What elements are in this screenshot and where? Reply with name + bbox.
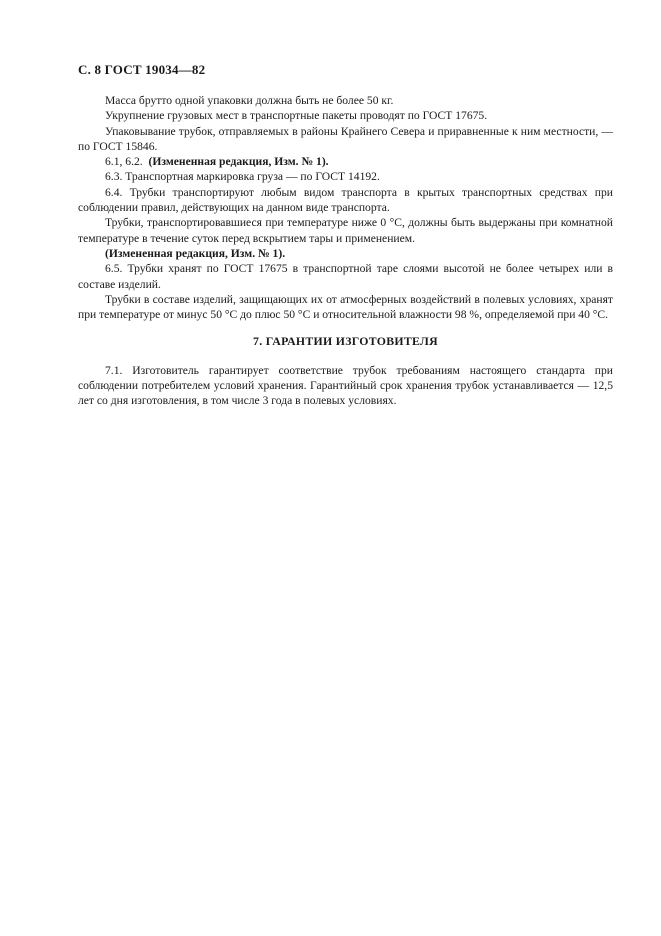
paragraph-low-temperature: Трубки, транспортировавшиеся при температуре ниже 0 °С, должны быть выдержаны при комнатной температуре в течение суток перед вскрытием тары и применением.: [78, 216, 613, 245]
paragraph-6-5: 6.5. Трубки хранят по ГОСТ 17675 в транспортной таре слоями высотой не более четырех или в составе изделий.: [78, 262, 613, 291]
paragraph-cargo-packets: Укрупнение грузовых мест в транспортные пакеты проводят по ГОСТ 17675.: [105, 109, 488, 123]
paragraph-far-north-packing: Упаковывание трубок, отправляемых в районы Крайнего Севера и приравненные к ним местности, — по ГОСТ 15846.: [78, 124, 613, 153]
paragraph-gross-mass: Масса брутто одной упаковки должна быть не более 50 кг.: [105, 94, 394, 107]
document-body: [78, 93, 613, 409]
paragraph-amendment-note: [78, 246, 613, 261]
paragraph-7-1: 7.1. Изготовитель гарантирует соответствие трубок требованиям настоящего стандарта при соблюдении потребителем условий хранения. Гарантийный срок хранения трубок устанавливается — 12,5 лет со дня изготовления, в том числе 3 года в полевых условиях.: [78, 363, 613, 408]
paragraph-6-3: 6.3. Транспортная маркировка груза — по ГОСТ 14192.: [105, 170, 380, 184]
amendment-note: (Измененная редакция, Изм. № 1).: [148, 155, 329, 169]
paragraph-storage-in-products: Трубки в составе изделий, защищающих их от атмосферных воздействий в полевых условиях, хранят при температуре от минус 50 °С до плюс 50 °С и относительной влажности 98 %, определяемой при 40 °С.: [78, 292, 613, 322]
paragraph-6-1-6-2: [78, 154, 613, 169]
page-header: С. 8 ГОСТ 19034—82: [78, 62, 206, 77]
amendment-note: (Измененная редакция, Изм. № 1).: [105, 246, 286, 260]
section-title-warranty: 7. ГАРАНТИИ ИЗГОТОВИТЕЛЯ: [253, 334, 438, 349]
paragraph-6-4: 6.4. Трубки транспортируют любым видом транспорта в крытых транспортных средствах при соблюдении правил, действующих на данном виде транспорта.: [78, 185, 613, 215]
clause-number: 6.1, 6.2.: [105, 155, 143, 169]
